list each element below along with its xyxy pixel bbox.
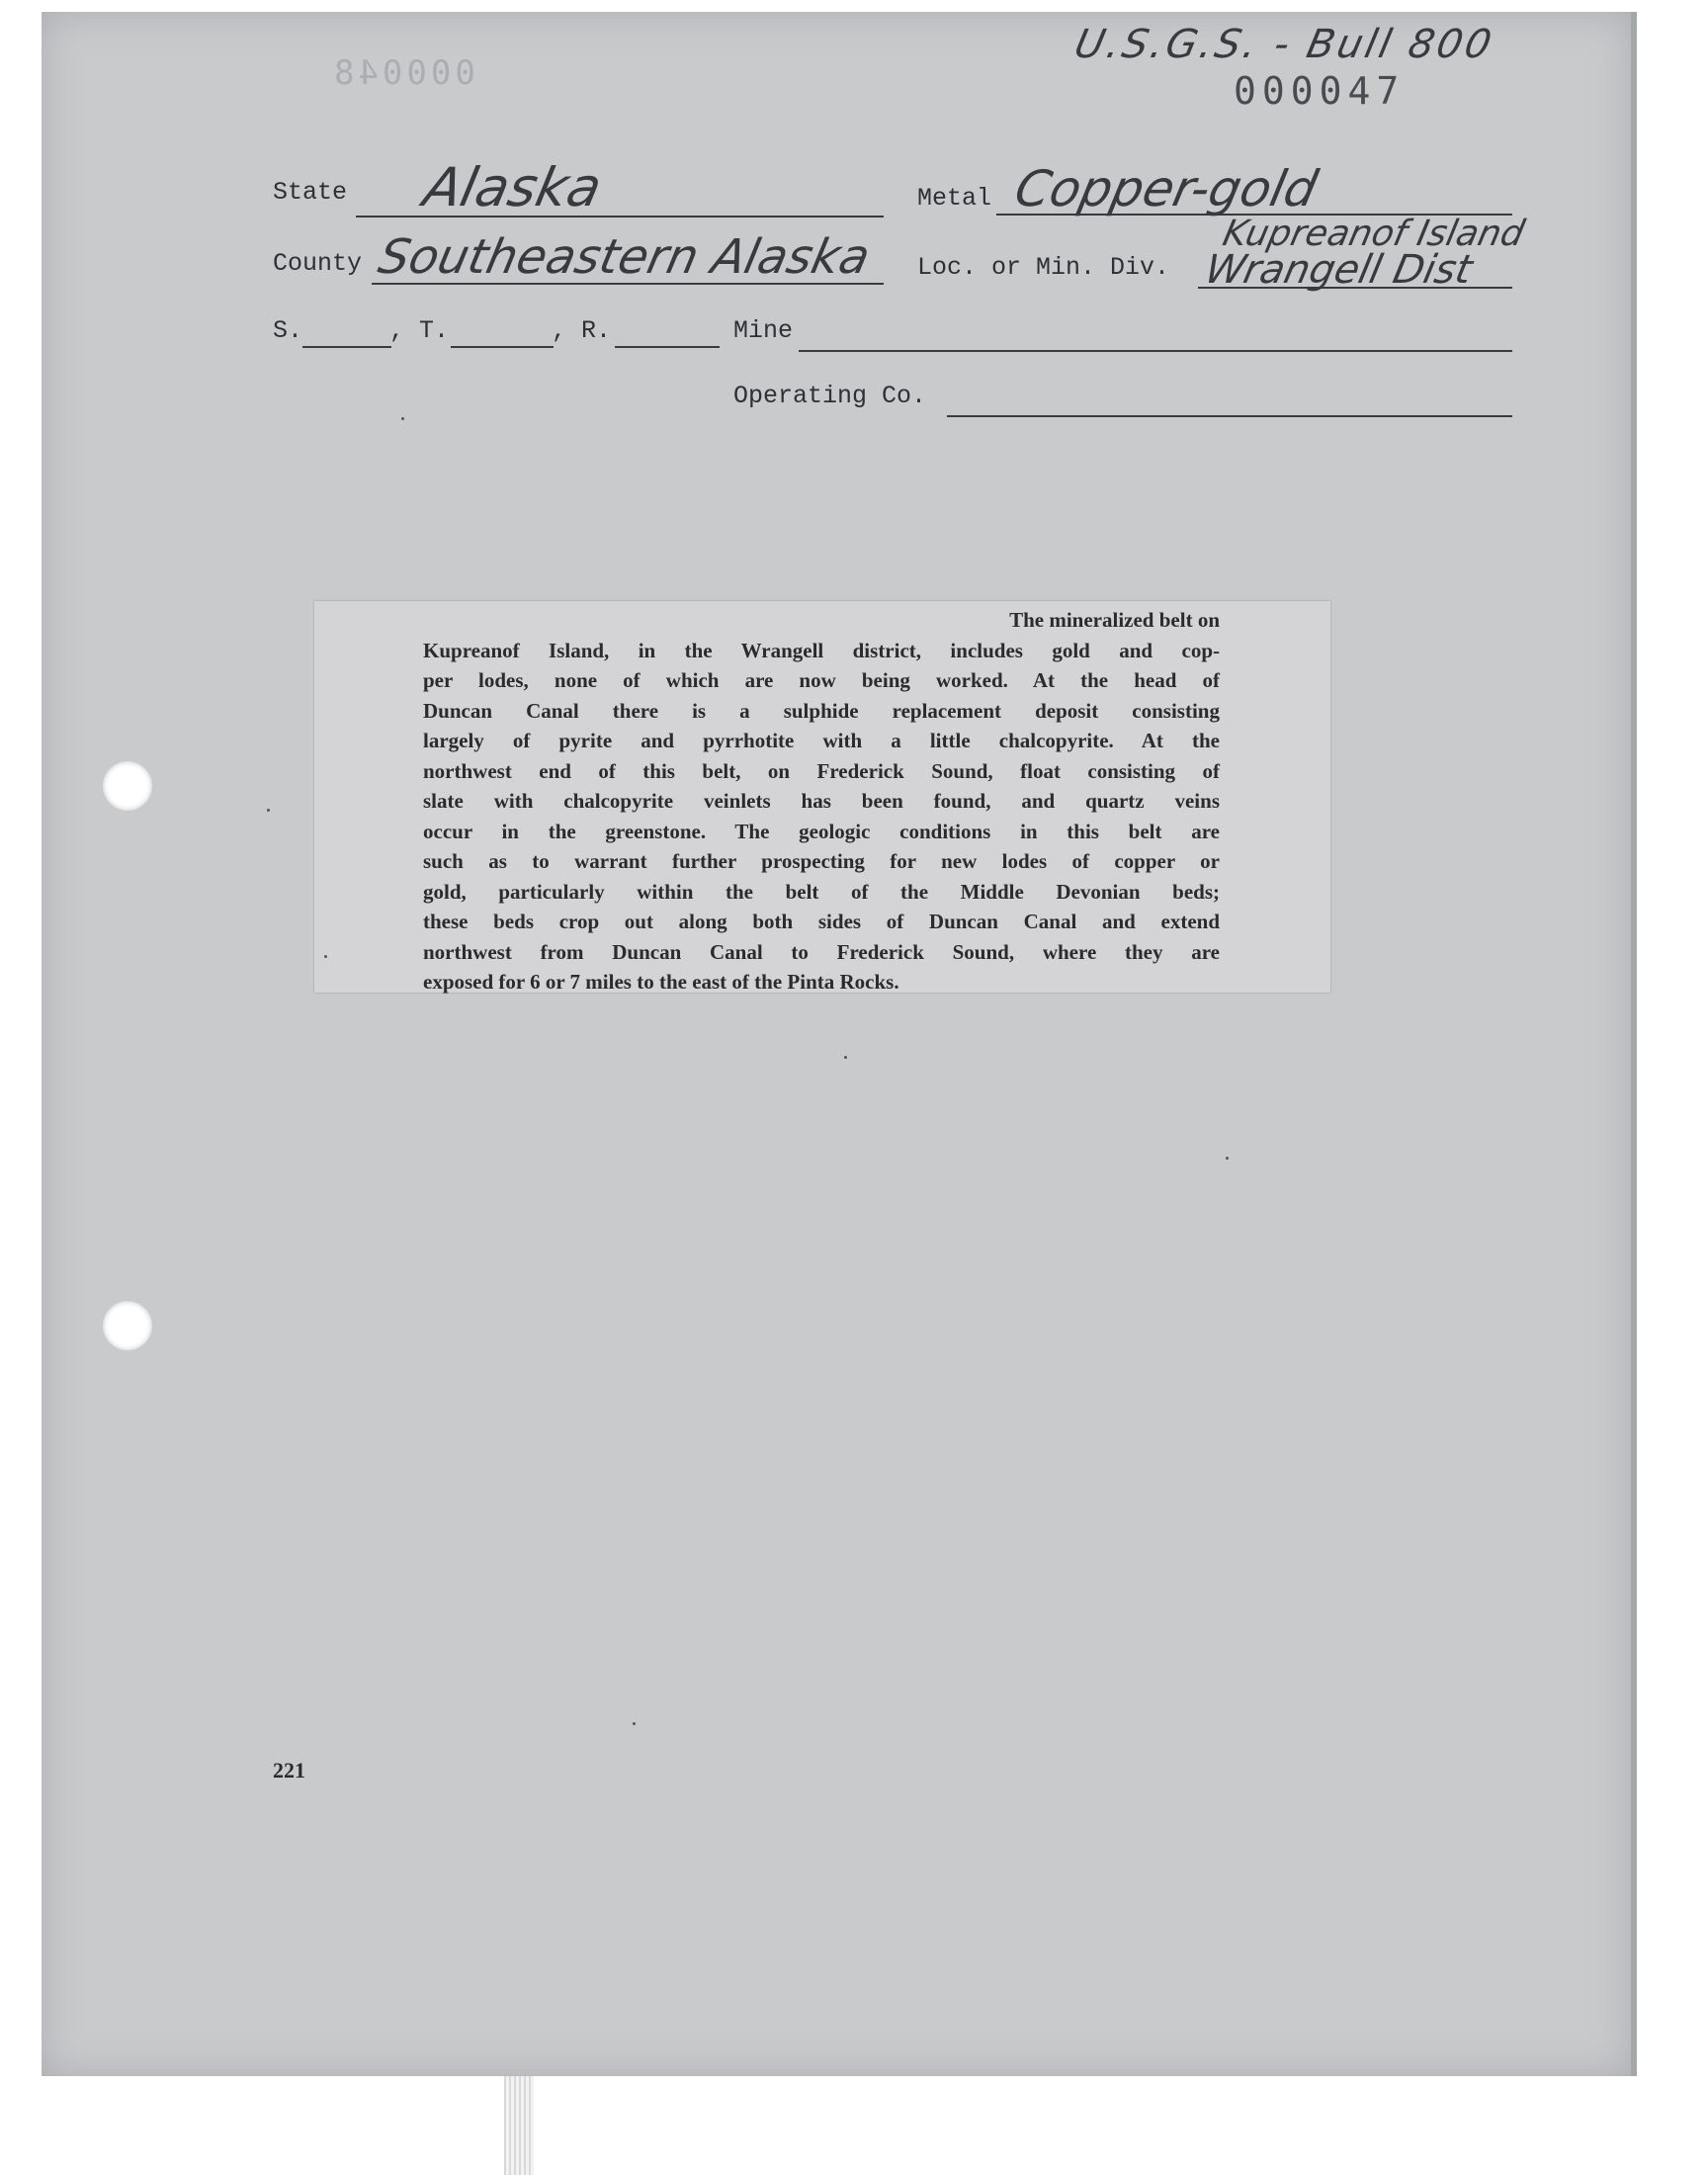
stamp-number: 000047 <box>1234 69 1406 113</box>
clipping-line: northwest from Duncan Canal to Frederick Sound, where they are <box>423 939 1220 964</box>
handwritten-reference: U.S.G.S. - Bull 800 <box>1070 22 1498 67</box>
clipping-line: The mineralized belt on <box>1009 608 1220 632</box>
clipping-line: gold, particularly within the belt of the Middle Devonian beds; <box>423 879 1220 904</box>
clipping-line: these beds crop out along both sides of Duncan Canal and extend <box>423 910 1220 933</box>
township-line <box>451 346 554 348</box>
loc-label: Loc. or Min. Div. <box>917 253 1170 282</box>
ghost-stamp-number: 000048 <box>330 53 475 93</box>
scan-speck <box>324 955 327 958</box>
clipping-line: occur in the greenstone. The geologic conditions in this belt are <box>423 819 1220 843</box>
operating-co-label: Operating Co. <box>733 382 927 410</box>
pasted-clipping <box>314 601 1330 993</box>
loc-value-line1: Kupreanof Island <box>1219 214 1528 254</box>
range-line <box>615 346 720 348</box>
scan-speck <box>633 1722 636 1725</box>
clipping-line: such as to warrant further prospecting for new lodes of copper or <box>423 849 1220 873</box>
loc-value-line2: Wrangell Dist <box>1201 247 1477 293</box>
section-label: S. <box>273 316 303 345</box>
clipping-line: northwest end of this belt, on Frederick Sound, float consisting of <box>423 758 1220 783</box>
scan-speck <box>401 417 404 420</box>
clipping-line: Kupreanof Island, in the Wrangell district, includes gold and cop- <box>423 638 1220 662</box>
clipping-line: slate with chalcopyrite veinlets has been found, and quartz veins <box>423 789 1220 813</box>
mine-label: Mine <box>733 316 794 345</box>
clipping-line: largely of pyrite and pyrrhotite with a little chalcopyrite. At the <box>423 729 1220 752</box>
binding-strip <box>504 2076 534 2175</box>
scan-speck <box>267 809 270 812</box>
scan-speck <box>844 1056 847 1059</box>
operating-co-line <box>947 415 1512 417</box>
clipping-line: per lodes, none of which are now being worked. At the head of <box>423 668 1220 692</box>
county-value: Southeastern Alaska <box>374 229 875 285</box>
metal-value: Copper-gold <box>1009 160 1323 218</box>
state-value: Alaska <box>418 156 608 218</box>
binder-hole-upper <box>103 761 152 811</box>
range-label: , R. <box>552 316 612 345</box>
sheet-edge <box>1631 12 1637 2076</box>
clipping-line: Duncan Canal there is a sulphide replacement deposit consisting <box>423 698 1220 723</box>
clipping-text <box>423 605 1220 998</box>
township-label: , T. <box>389 316 450 345</box>
page-number: 221 <box>273 1758 305 1783</box>
state-label: State <box>273 178 348 207</box>
binder-hole-lower <box>103 1301 152 1350</box>
scan-speck <box>1226 1157 1229 1160</box>
mine-line <box>799 350 1512 352</box>
county-label: County <box>273 249 363 278</box>
section-line <box>302 346 391 348</box>
metal-label: Metal <box>917 184 992 213</box>
clipping-line: exposed for 6 or 7 miles to the east of the Pinta Rocks. <box>423 970 899 994</box>
